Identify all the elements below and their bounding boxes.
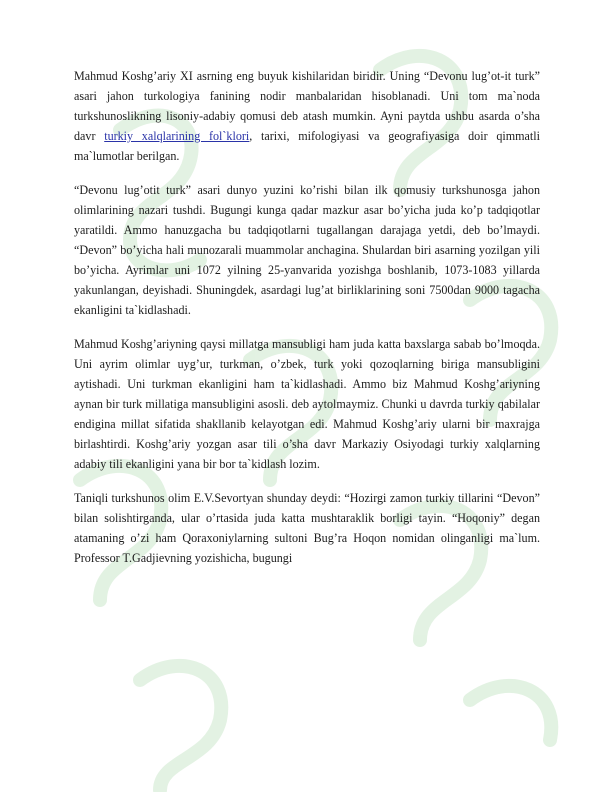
paragraph-1 bbox=[74, 66, 540, 166]
paragraph-1-text: Mahmud Koshg’ariy XI asrning eng buyuk kishilaridan biridir. Uning “Devonu lug’ot-it turk” asari jahon turkologiya fanining nodir manbalaridan hisoblanadi. Uni tom ma`noda turkshunoslikning lisoniy-adabiy qomusi deb atash mumkin. Ayni paytda ushbu asarda o’sha davr bbox=[74, 69, 540, 143]
paragraph-3: Mahmud Koshg’ariyning qaysi millatga mansubligi ham juda katta baxslarga sabab bo’lmoqda. Uni ayrim olimlar uyg’ur, turkman, o’zbek, turk yoki qozoqlarning biriga mansubligini aytishadi. Uni turkman ekanligini ham ta`kidlashadi. Ammo biz Mahmud Koshg’ariyning aynan bir turk millatiga mansubligini asosli. deb aytolmaymiz. Chunki u davrda turkiy qabilalar endigina millat sifatida shakllanib kelayotgan edi. Mahmud Koshg’ariy ularni bir maxrajga birlashtirdi. Koshg’ariy yozgan asar tili o’sha davr Markaziy Osiyodagi turkiy xalqlarning adabiy tili ekanligini yana bir bor ta`kidlash lozim. bbox=[74, 337, 540, 471]
watermark-shape bbox=[470, 686, 551, 740]
paragraph-2: “Devonu lug’otit turk” asari dunyo yuzini ko’rishi bilan ilk qomusiy turkshunosga jahon olimlarining nazari tushdi. Bugungi kunga qadar mazkur asar bo’yicha juda ko’p tadqiqotlar yaratildi. Ammo hanuzgacha bu tadqiqotlarni tugallangan darajaga yetdi, deb bo’lmaydi. “Devon” bo’yicha hali munozarali muammolar anchagina. Shulardan biri asarning yozilgan yili bo’yicha. Ayrimlar uni 1072 yilning 25-yanvarida yozishga boshlanib, 1073-1083 yillarda yakunlangan, deyishadi. Shuningdek, asardagi lug’at birliklarining soni 7500dan 9000 tagacha ekanligini ta`kidlashadi. bbox=[74, 183, 540, 317]
folklore-link[interactable]: turkiy xalqlarining fol`klori bbox=[104, 129, 250, 143]
watermark-shape bbox=[140, 666, 221, 790]
paragraph-1-text-end: , tarixi, mifologiyasi va geografiyasiga doir qimmatli ma`lumotlar berilgan. bbox=[74, 129, 540, 163]
document-body bbox=[74, 66, 540, 582]
paragraph-4: Taniqli turkshunos olim E.V.Sevortyan shunday deydi: “Hozirgi zamon turkiy tillarini “Devon” bilan solishtirganda, ular o’rtasida juda katta mushtaraklik borligi tayin. “Hoqoniy” degan atamaning o’zi ham Qoraxoniylarning sultoni Bug’ra Hoqon nomidan olinganligi ma`lum. Professor T.Gadjievning yozishicha, bugungi bbox=[74, 491, 540, 565]
